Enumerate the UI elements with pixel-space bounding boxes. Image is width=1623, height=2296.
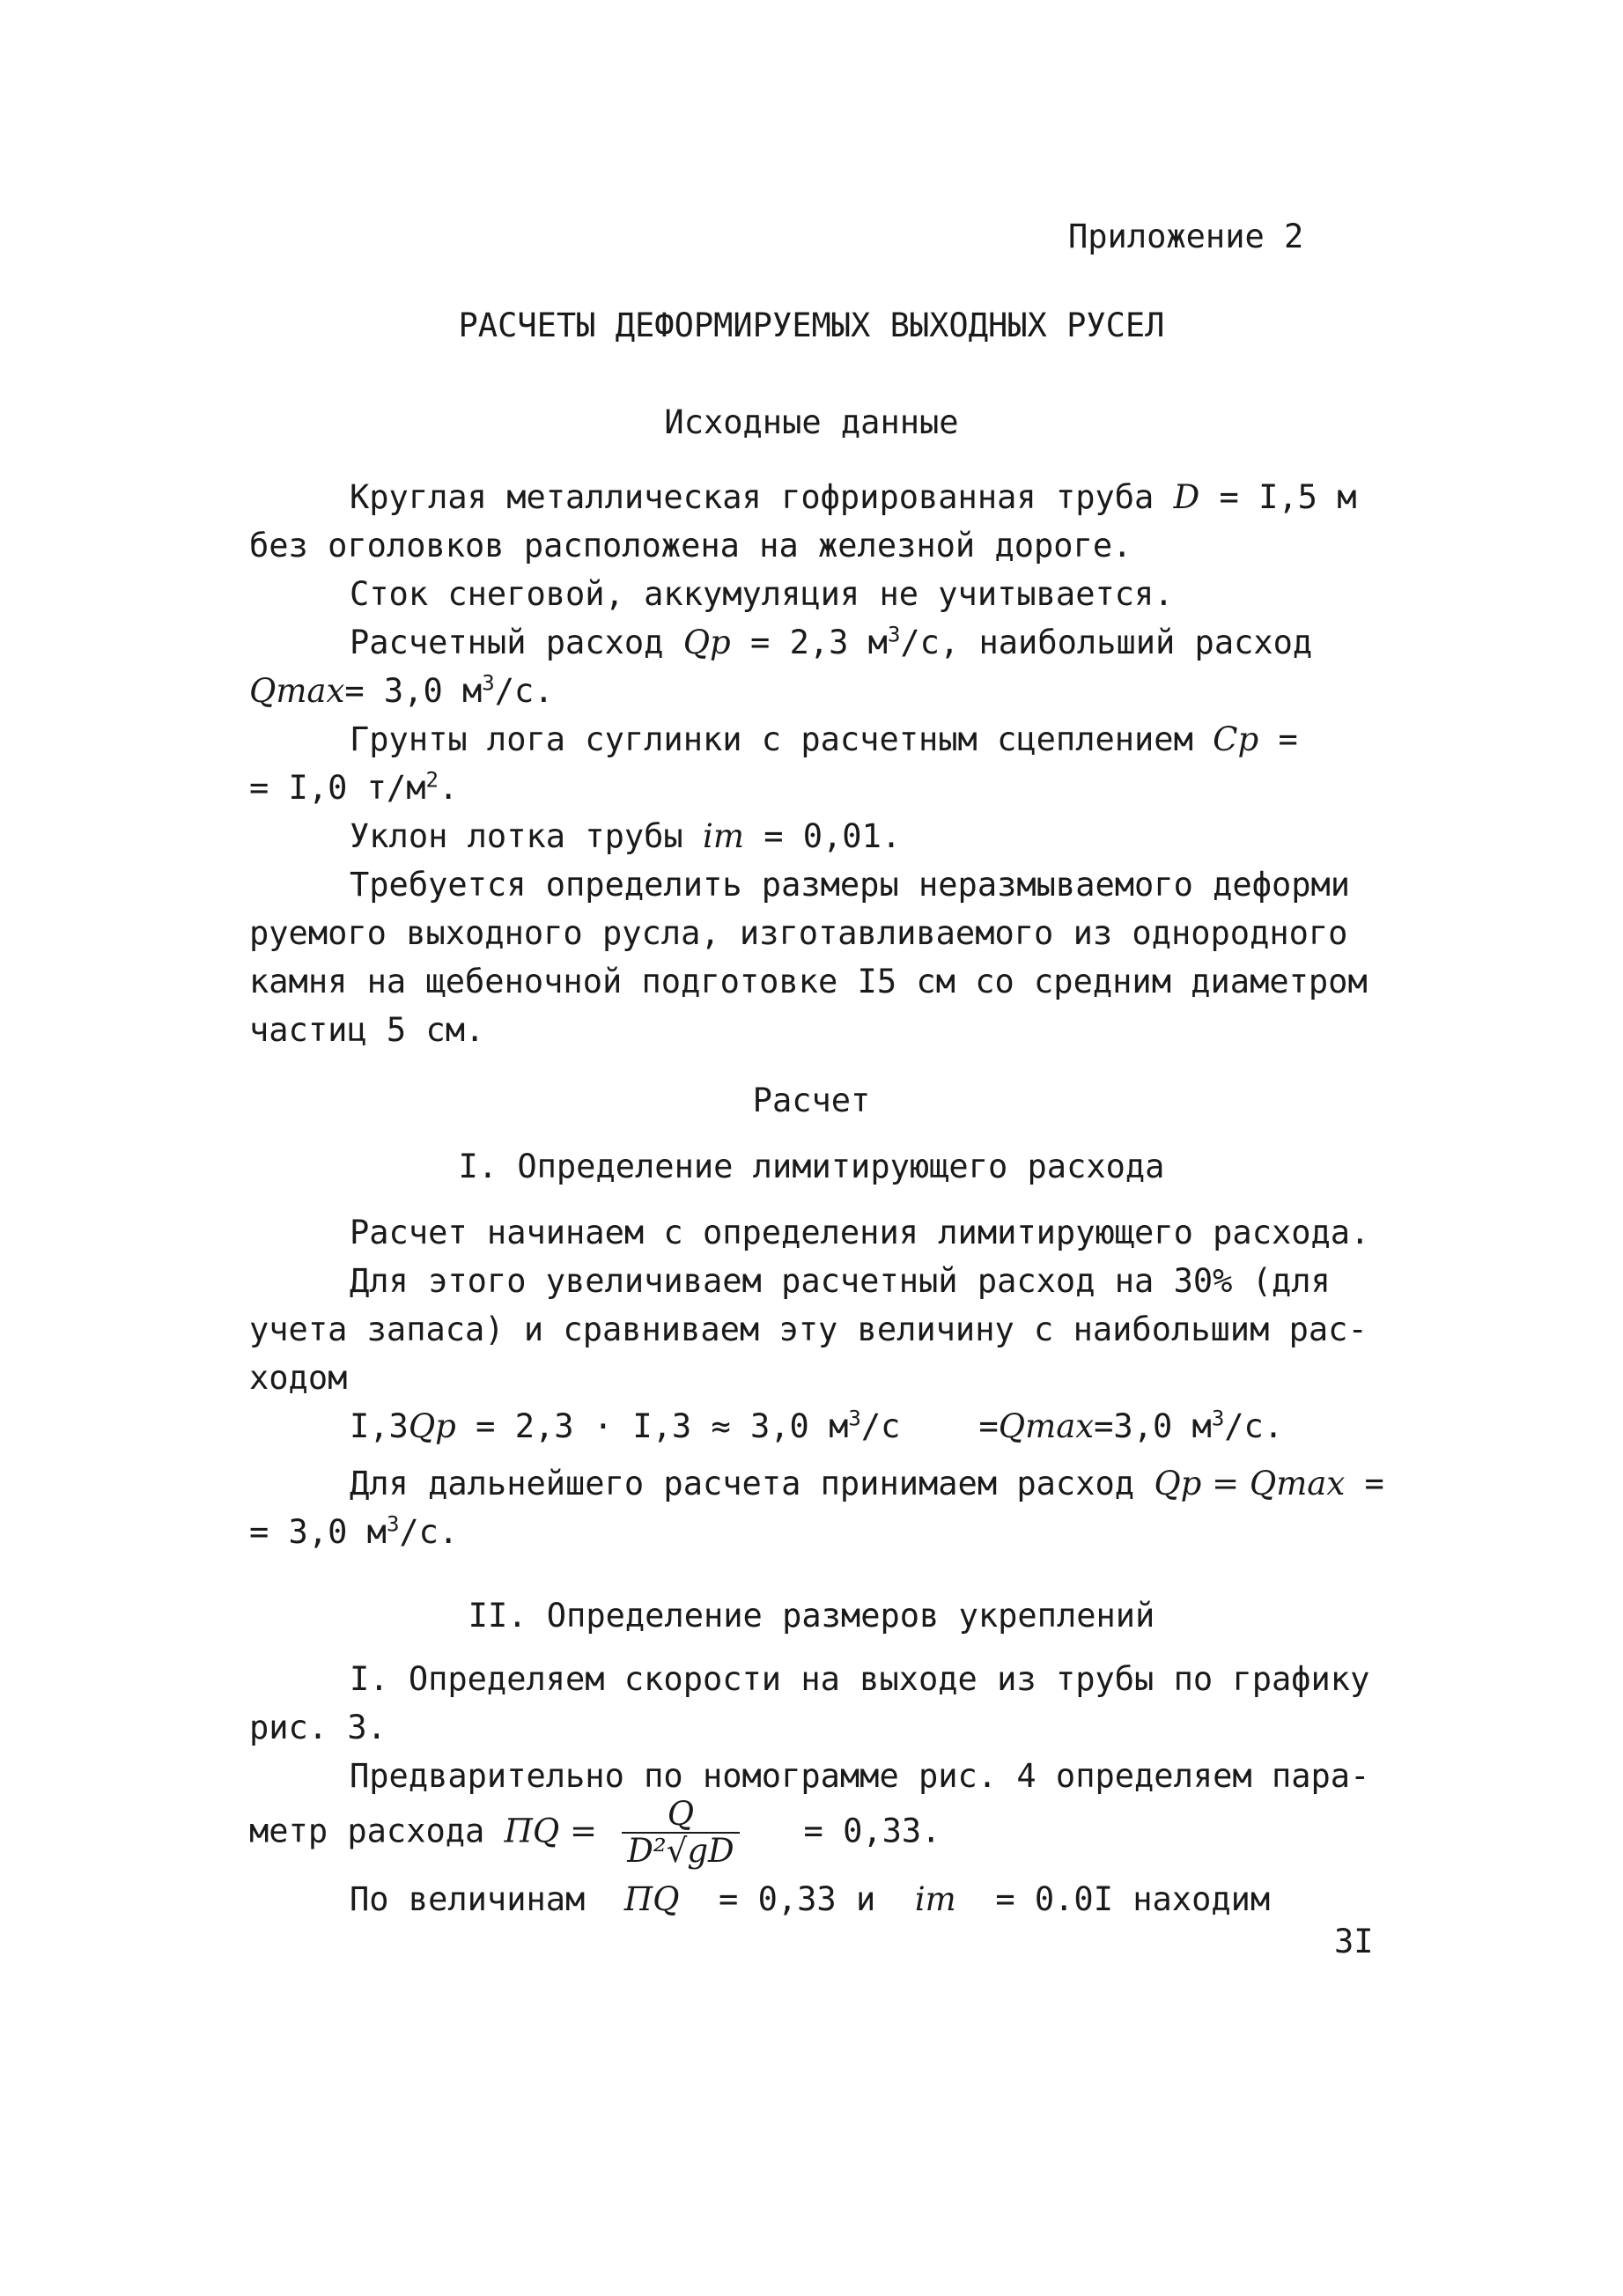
section-1-line3: учета запаса) и сравниваем эту величину с наибольшим рас-: [249, 1310, 1368, 1348]
paragraph-soil: Грунты лога суглинки с расчетным сцеплением Ср =: [350, 720, 1298, 758]
section-2-line2: рис. 3.: [249, 1709, 387, 1746]
paragraph-soil-line2: = I,0 $т/м^2$.: [249, 767, 459, 807]
section-2-line3: Предварительно по номограмме рис. 4 определяем пара-: [350, 1757, 1370, 1795]
paragraph-task-line2: руемого выходного русла, изготавливаемого из однородного: [249, 914, 1348, 952]
paragraph-task-line4: частиц 5 см.: [249, 1011, 485, 1049]
paragraph-design-flow: Расчетный расход Qр = 2,3 $м^3/с$, наибольший расход: [350, 622, 1313, 661]
section-2-line5: По величинам ПQ = 0,33 и iт = 0.0I находим: [350, 1880, 1271, 1918]
section-2-line4-formula: метр расхода ПQ = $\frac{Q}{\text{D²√gD}}$ = 0,33.: [249, 1795, 941, 1870]
paragraph-task-line1: Требуется определить размеры неразмываемого деформи: [350, 866, 1351, 904]
section-2-heading: II. Определение размеров укреплений: [468, 1597, 1155, 1635]
paragraph-pipe-description: Круглая металлическая гофрированная труба D = I,5 м: [350, 478, 1357, 516]
initial-data-heading: Исходные данные: [664, 403, 959, 441]
calculation-heading: Расчет: [752, 1082, 871, 1119]
appendix-label: Приложение 2: [1068, 218, 1304, 255]
section-2-line1: I. Определяем скорости на выходе из трубы по графику: [350, 1660, 1370, 1698]
section-1-heading: I. Определение лимитирующего расхода: [458, 1148, 1165, 1185]
section-1-line1: Расчет начинаем с определения лимитирующего расхода.: [350, 1214, 1370, 1251]
equation-flow-increase: I,3Qр = 2,3 · I,3 ≈ 3,0 $м^3/с$ =Qmax=3,0 $м^3/с$.: [350, 1406, 1284, 1445]
paragraph-pipe-description-line2: без оголовков расположена на железной дороге.: [249, 527, 1132, 565]
section-1-line2: Для этого увеличиваем расчетный расход на 30% (для: [350, 1262, 1331, 1300]
paragraph-design-flow-line2: Qmax= 3,0 $м^3/с$.: [249, 670, 554, 710]
document-title: РАСЧЕТЫ ДЕФОРМИРУЕМЫХ ВЫХОДНЫХ РУСЕЛ: [458, 306, 1165, 344]
section-1-line5: Для дальнейшего расчета принимаем расход Qр = Qmax =: [350, 1465, 1384, 1502]
flow-parameter-fraction: $\frac{Q}{\text{D²√gD}}$: [622, 1797, 739, 1869]
paragraph-runoff: Сток снеговой, аккумуляция не учитывается.: [350, 575, 1174, 613]
paragraph-slope: Уклон лотка трубы iт = 0,01.: [350, 817, 902, 855]
page-number: 3I: [1334, 1923, 1374, 1960]
section-1-line6: = 3,0 $м^3/с$.: [249, 1511, 459, 1551]
section-1-line4: ходом: [249, 1359, 348, 1397]
paragraph-task-line3: камня на щебеночной подготовке I5 см со средним диаметром: [249, 963, 1368, 1000]
